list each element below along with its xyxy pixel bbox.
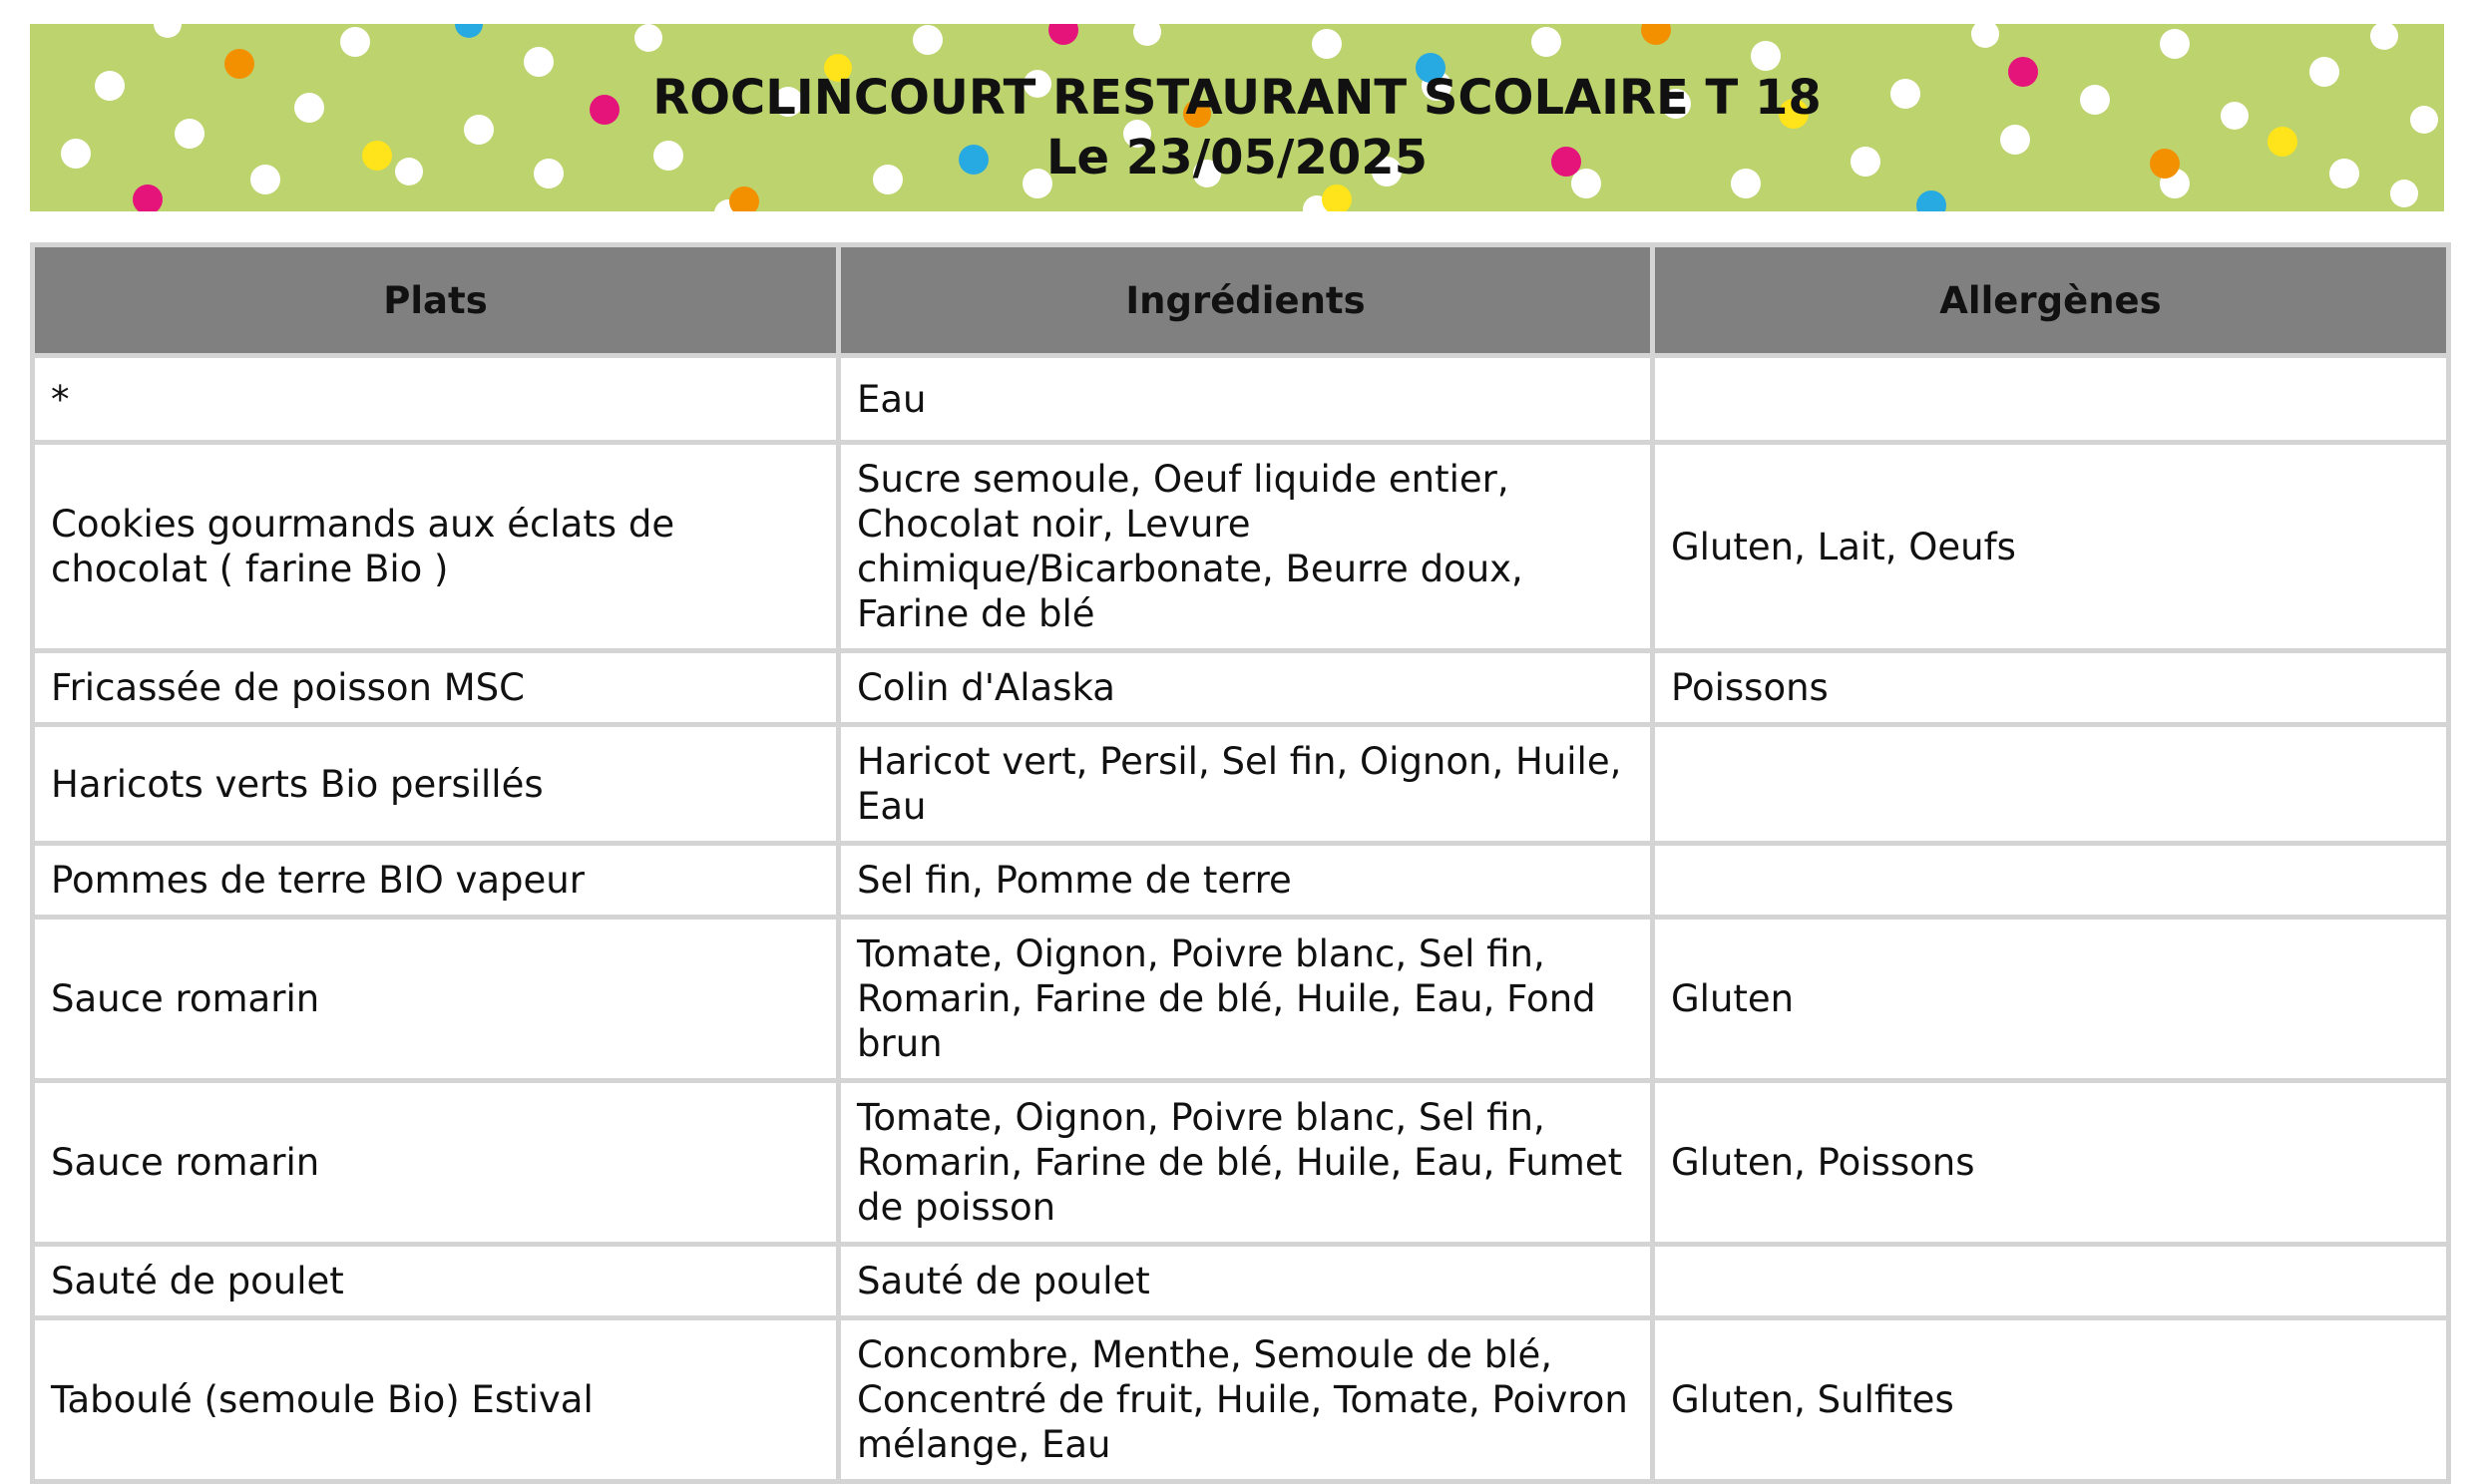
dish-ingredients: Tomate, Oignon, Poivre blanc, Sel fin, Romarin, Farine de blé, Huile, Eau, Fumet de poisson <box>839 1081 1653 1245</box>
dish-allergens <box>1653 725 2449 844</box>
dish-allergens <box>1653 356 2449 443</box>
dish-ingredients: Haricot vert, Persil, Sel fin, Oignon, Huile, Eau <box>839 725 1653 844</box>
dish-name: Fricassée de poisson MSC <box>33 651 839 725</box>
dish-ingredients: Tomate, Oignon, Poivre blanc, Sel fin, Romarin, Farine de blé, Huile, Eau, Fond brun <box>839 918 1653 1081</box>
table-row <box>33 1245 2449 1318</box>
dish-ingredients: Colin d'Alaska <box>839 651 1653 725</box>
table-row <box>33 356 2449 443</box>
dish-ingredients: Eau <box>839 356 1653 443</box>
dish-allergens: Poissons <box>1653 651 2449 725</box>
dish-ingredients: Sel fin, Pomme de terre <box>839 844 1653 918</box>
dish-name: Sauce romarin <box>33 918 839 1081</box>
table-row <box>33 725 2449 844</box>
column-header-ingredients: Ingrédients <box>839 245 1653 356</box>
menu-table <box>30 242 2451 1484</box>
table-row <box>33 844 2449 918</box>
dish-name: Sauce romarin <box>33 1081 839 1245</box>
dish-allergens: Gluten, Sulfites <box>1653 1318 2449 1482</box>
dish-name: Cookies gourmands aux éclats de chocolat ( farine Bio ) <box>33 443 839 651</box>
dish-allergens: Gluten <box>1653 918 2449 1081</box>
dish-name: Haricots verts Bio persillés <box>33 725 839 844</box>
header-banner <box>30 24 2444 211</box>
table-row <box>33 1081 2449 1245</box>
dish-name: Pommes de terre BIO vapeur <box>33 844 839 918</box>
dish-allergens: Gluten, Poissons <box>1653 1081 2449 1245</box>
menu-date: Le 23/05/2025 <box>1045 130 1429 186</box>
dish-allergens: Gluten, Lait, Oeufs <box>1653 443 2449 651</box>
dish-allergens <box>1653 844 2449 918</box>
table-row <box>33 443 2449 651</box>
table-row <box>33 1318 2449 1482</box>
dish-name: * <box>33 356 839 443</box>
column-header-plats: Plats <box>33 245 839 356</box>
dish-ingredients: Sucre semoule, Oeuf liquide entier, Chocolat noir, Levure chimique/Bicarbonate, Beurre doux, Farine de blé <box>839 443 1653 651</box>
column-header-allergenes: Allergènes <box>1653 245 2449 356</box>
dish-ingredients: Concombre, Menthe, Semoule de blé, Concentré de fruit, Huile, Tomate, Poivron mélange, Eau <box>839 1318 1653 1482</box>
banner-title-block <box>30 68 2444 187</box>
dish-name: Sauté de poulet <box>33 1245 839 1318</box>
table-row <box>33 918 2449 1081</box>
dish-ingredients: Sauté de poulet <box>839 1245 1653 1318</box>
table-header-row <box>33 245 2449 356</box>
dish-allergens <box>1653 1245 2449 1318</box>
dish-name: Taboulé (semoule Bio) Estival <box>33 1318 839 1482</box>
table-row <box>33 651 2449 725</box>
restaurant-title: ROCLINCOURT RESTAURANT SCOLAIRE T 18 <box>652 70 1822 126</box>
